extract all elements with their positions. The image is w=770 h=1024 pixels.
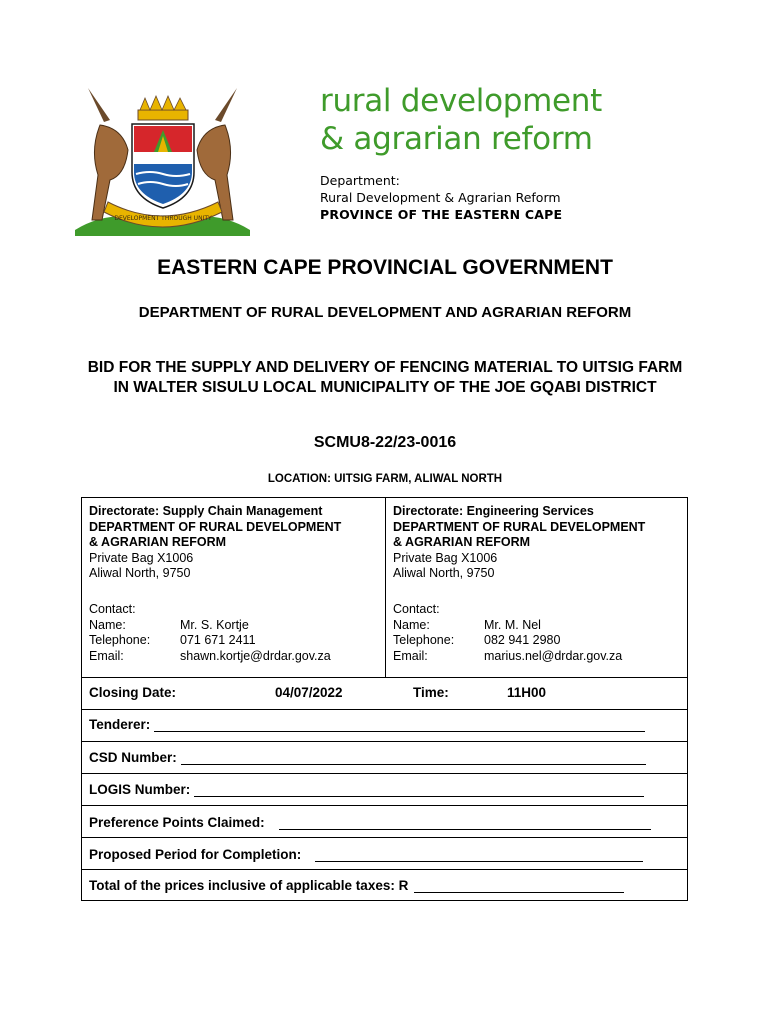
csd-number-label: CSD Number: [89, 750, 177, 765]
right-email-label: Email: [393, 648, 428, 663]
left-directorate [89, 504, 341, 582]
bid-location: LOCATION: UITSIG FARM, ALIWAL NORTH [267, 473, 503, 485]
right-dept-line-2: & AGRARIAN REFORM [393, 535, 531, 549]
row-divider [82, 805, 687, 806]
bid-details-table [81, 497, 688, 901]
column-divider [385, 498, 386, 677]
tenderer-label: Tenderer: [89, 717, 151, 732]
completion-period-field[interactable] [89, 847, 643, 862]
left-name: Mr. S. Kortje [180, 617, 249, 632]
province-name: PROVINCE OF THE EASTERN CAPE [320, 207, 563, 222]
left-tel-label: Telephone: [89, 633, 151, 647]
row-divider [82, 837, 687, 838]
right-tel-label: Telephone: [393, 633, 455, 647]
government-title: EASTERN CAPE PROVINCIAL GOVERNMENT [157, 256, 613, 279]
logis-number-field[interactable] [89, 782, 644, 797]
left-dept-line-2: & AGRARIAN REFORM [89, 535, 227, 549]
brand-line-1: rural development [320, 83, 602, 119]
department-title: DEPARTMENT OF RURAL DEVELOPMENT AND AGRARIAN REFORM [138, 304, 632, 321]
brand-line-2: & agrarian reform [320, 121, 593, 157]
left-address-1: Private Bag X1006 [89, 550, 194, 565]
left-contact-label: Contact: [89, 602, 136, 616]
total-price-field[interactable] [89, 878, 624, 893]
right-directorate [393, 504, 645, 582]
row-divider [82, 741, 687, 742]
coat-of-arms-logo [70, 80, 255, 238]
right-tel: 082 941 2980 [484, 633, 561, 647]
left-tel: 071 671 2411 [180, 633, 256, 647]
department-label: Department: [320, 173, 400, 188]
row-divider [82, 677, 687, 678]
bid-reference: SCMU8-22/23-0016 [313, 434, 457, 451]
closing-date-label: Closing Date: [89, 685, 177, 700]
right-dept-line-1: DEPARTMENT OF RURAL DEVELOPMENT [393, 519, 646, 534]
tenderer-field[interactable] [89, 717, 645, 732]
logis-number-label: LOGIS Number: [89, 782, 191, 797]
right-contact-label: Contact: [393, 602, 440, 616]
department-name: Rural Development & Agrarian Reform [320, 190, 561, 205]
department-block [320, 172, 602, 223]
row-divider [82, 773, 687, 774]
right-address-2: Aliwal North, 9750 [393, 566, 495, 580]
left-email[interactable]: shawn.kortje@drdar.gov.za [180, 648, 331, 663]
left-dept-line-1: DEPARTMENT OF RURAL DEVELOPMENT [89, 519, 342, 534]
completion-period-label: Proposed Period for Completion: [89, 847, 302, 862]
closing-time-label: Time: [413, 685, 449, 700]
closing-time: 11H00 [507, 685, 547, 700]
closing-date: 04/07/2022 [275, 685, 343, 700]
preference-points-field[interactable] [89, 815, 651, 830]
bid-title: BID FOR THE SUPPLY AND DELIVERY OF FENCING MATERIAL TO UITSIG FARM IN WALTER SISULU LOCAL MUNICIPALITY OF THE JOE GQABI DISTRICT [87, 359, 683, 396]
right-address-1: Private Bag X1006 [393, 550, 498, 565]
right-directorate-name: Directorate: Engineering Services [393, 504, 594, 518]
row-divider [82, 869, 687, 870]
right-name-label: Name: [393, 617, 430, 632]
preference-points-label: Preference Points Claimed: [89, 815, 265, 830]
brand-block [320, 82, 602, 223]
row-divider [82, 709, 687, 710]
left-name-label: Name: [89, 617, 126, 632]
svg-text:DEVELOPMENT THROUGH UNITY: DEVELOPMENT THROUGH UNITY [114, 215, 212, 222]
left-address-2: Aliwal North, 9750 [89, 566, 191, 580]
left-email-label: Email: [89, 648, 124, 663]
csd-number-field[interactable] [89, 750, 646, 765]
left-contact [89, 602, 331, 664]
left-directorate-name: Directorate: Supply Chain Management [89, 504, 323, 518]
right-contact [393, 602, 622, 664]
right-name: Mr. M. Nel [484, 617, 541, 632]
right-email[interactable]: marius.nel@drdar.gov.za [484, 648, 623, 663]
total-price-label: Total of the prices inclusive of applicable taxes: R [89, 878, 409, 893]
